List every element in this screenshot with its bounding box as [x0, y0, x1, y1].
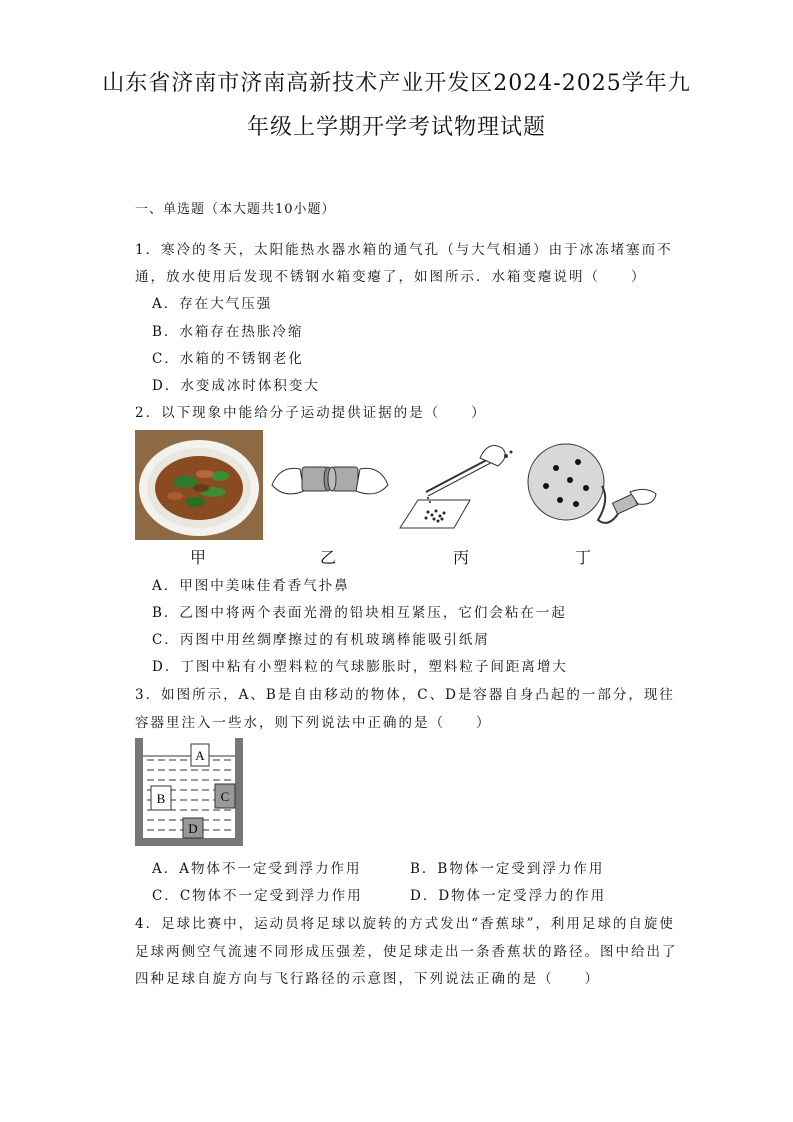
q3-option-b: B．B物体一定受到浮力作用: [410, 861, 605, 877]
q2-option-d: D．丁图中粘有小塑料粒的气球膨胀时，塑料粒子间距离增大: [152, 659, 568, 675]
q4-stem-line2: 足球两侧空气流速不同形成压强差，使足球走出一条香蕉状的路径。图中给出了: [135, 944, 678, 960]
figure-caption-bing: 丙: [453, 548, 470, 567]
q1-stem-line1: 1．寒冷的冬天，太阳能热水器水箱的通气孔（与大气相通）由于冰冻堵塞而不: [135, 242, 673, 258]
q3-option-c: C．C物体不一定受到浮力作用: [152, 888, 363, 904]
label-a: A: [195, 748, 205, 763]
page-title-line2: 年级上学期开学考试物理试题: [246, 115, 546, 140]
food-plate-figure: [135, 430, 263, 540]
lead-blocks-figure: [270, 455, 390, 505]
q3-stem-line2: 容器里注入一些水，则下列说法中正确的是（ ）: [135, 715, 492, 731]
q2-stem: 2．以下现象中能给分子运动提供证据的是（ ）: [135, 405, 487, 421]
figure-caption-jia: 甲: [190, 548, 207, 567]
figure-caption-ding: 丁: [575, 548, 592, 567]
q1-option-b: B．水箱存在热胀冷缩: [152, 324, 304, 340]
label-d: D: [188, 821, 198, 836]
q2-option-b: B．乙图中将两个表面光滑的铅块相互紧压，它们会粘在一起: [152, 605, 567, 621]
q1-option-d: D．水变成冰时体积变大: [152, 378, 320, 394]
q1-stem-line2: 通，放水使用后发现不锈钢水箱变瘪了，如图所示．水箱变瘪说明（ ）: [135, 269, 647, 285]
balloon-figure: [526, 440, 661, 540]
section-heading: 一、单选题（本大题共10小题）: [135, 202, 336, 217]
water-container-figure: [135, 738, 245, 848]
q4-stem-line3: 四种足球自旋方向与飞行路径的示意图，下列说法正确的是（ ）: [135, 971, 600, 987]
q2-option-a: A．甲图中美味佳肴香气扑鼻: [152, 578, 350, 594]
page-title-line1: 山东省济南市济南高新技术产业开发区2024-2025学年九: [102, 71, 691, 96]
q1-option-a: A．存在大气压强: [152, 296, 273, 312]
q3-option-a: A．A物体不一定受到浮力作用: [152, 861, 362, 877]
q3-option-d: D．D物体一定受浮力的作用: [410, 888, 607, 904]
q3-stem-line1: 3．如图所示，A、B是自由移动的物体，C、D是容器自身凸起的一部分，现往: [135, 687, 675, 703]
q1-option-c: C．水箱的不锈钢老化: [152, 351, 304, 367]
q4-stem-line1: 4．足球比赛中，运动员将足球以旋转的方式发出“香蕉球”，利用足球的自旋使: [135, 916, 675, 932]
figure-caption-yi: 乙: [320, 548, 337, 567]
glass-rod-figure: [398, 436, 518, 531]
label-b: B: [156, 791, 166, 806]
q2-option-c: C．丙图中用丝绸摩擦过的有机玻璃棒能吸引纸屑: [152, 632, 490, 648]
label-c: C: [220, 789, 230, 804]
